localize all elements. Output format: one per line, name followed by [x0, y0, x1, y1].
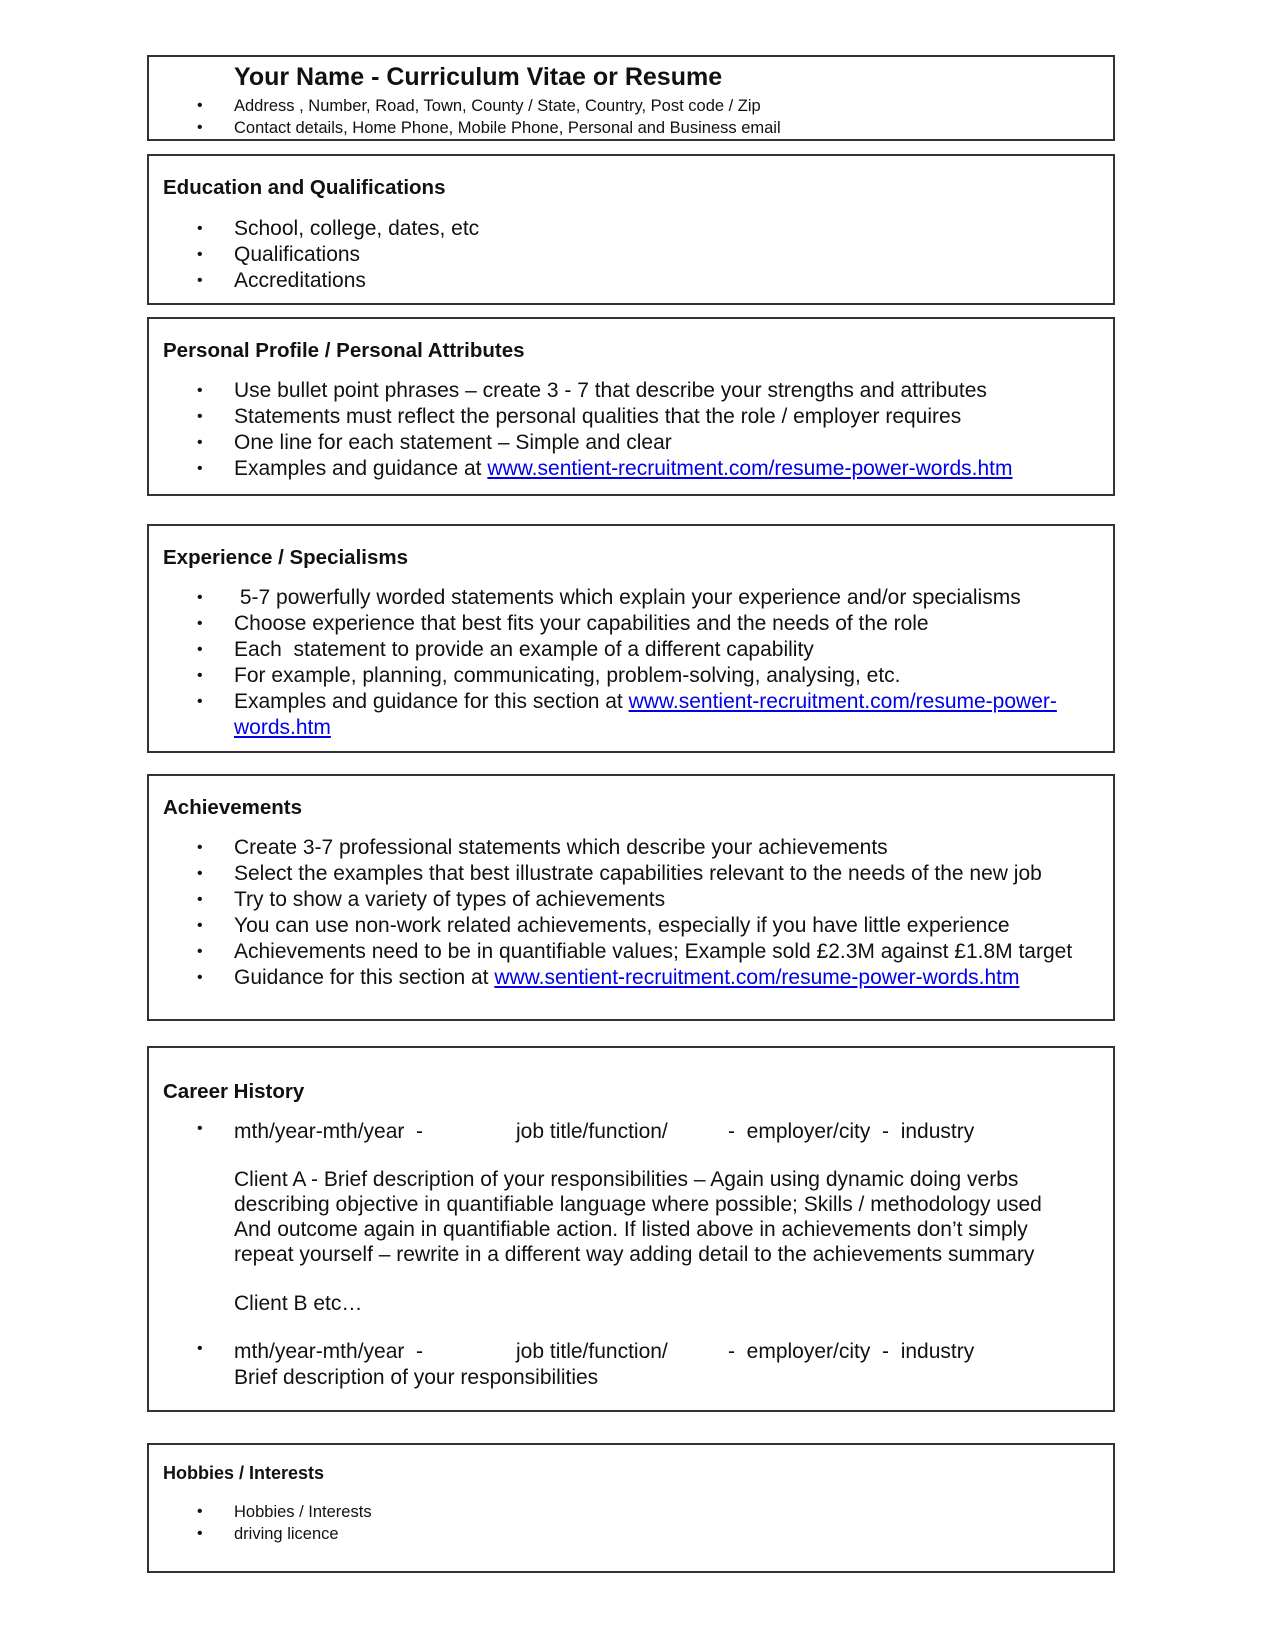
job-title: job title/function/ [516, 1120, 668, 1143]
hobbies-section [147, 1443, 1115, 1573]
career-section [147, 1046, 1115, 1412]
list-item: • Contact details, Home Phone, Mobile Phone, Personal and Business email [149, 117, 781, 139]
client-a-description [234, 1167, 1042, 1267]
list-item: • Statements must reflect the personal qualities that the role / employer requires [149, 404, 1013, 430]
power-words-link[interactable]: www.sentient-recruitment.com/resume-power-words.htm [487, 457, 1013, 480]
list-item: • Address , Number, Road, Town, County / State, Country, Post code / Zip [149, 95, 781, 117]
client-b-text: Client B etc… [234, 1292, 363, 1315]
education-section [147, 154, 1115, 305]
job-entry [149, 1340, 1113, 1366]
bullet: • [197, 1120, 203, 1137]
header-box [147, 55, 1115, 141]
list-item [149, 456, 1013, 482]
list-item: • Try to show a variety of types of achievements [149, 887, 1072, 913]
link-prefix: Examples and guidance for this section at [234, 690, 629, 713]
list-item [149, 965, 1072, 991]
list-item: • Hobbies / Interests [149, 1501, 372, 1523]
section-title: Hobbies / Interests [163, 1463, 325, 1483]
experience-section [147, 524, 1115, 753]
list-item [149, 689, 1057, 741]
list-item: • Select the examples that best illustrate capabilities relevant to the needs of the new job [149, 861, 1072, 887]
profile-section [147, 317, 1115, 496]
text-line: repeat yourself – rewrite in a different way adding detail to the achievements summary [234, 1243, 1035, 1266]
section-title: Education and Qualifications [163, 176, 446, 199]
list-item: • Each statement to provide an example of a different capability [149, 637, 1057, 663]
text-line: Client A - Brief description of your responsibilities – Again using dynamic doing verbs [234, 1168, 1019, 1191]
bullet: • [197, 1340, 203, 1357]
hobbies-list [149, 1501, 372, 1545]
list-item: • Accreditations [149, 268, 479, 294]
list-item: • 5-7 powerfully worded statements which explain your experience and/or specialisms [149, 585, 1057, 611]
header-contact-list [149, 95, 781, 139]
job-entry [149, 1120, 1113, 1146]
job-dates: mth/year-mth/year - [234, 1340, 424, 1363]
link-prefix: Guidance for this section at [234, 966, 495, 989]
job-title: job title/function/ [516, 1340, 668, 1363]
section-title: Achievements [163, 796, 303, 819]
list-item: • You can use non-work related achievements, especially if you have little experience [149, 913, 1072, 939]
power-words-link[interactable]: www.sentient-recruitment.com/resume-power-words.htm [494, 966, 1020, 989]
list-item: • Choose experience that best fits your capabilities and the needs of the role [149, 611, 1057, 637]
power-words-link-continued[interactable]: words.htm [234, 716, 331, 739]
list-item: • One line for each statement – Simple and clear [149, 430, 1013, 456]
list-item: • Achievements need to be in quantifiable values; Example sold £2.3M against £1.8M target [149, 939, 1072, 965]
list-item: • For example, planning, communicating, problem-solving, analysing, etc. [149, 663, 1057, 689]
link-prefix: Examples and guidance at [234, 457, 488, 480]
job-employer: - employer/city - industry [728, 1120, 975, 1143]
list-item: • School, college, dates, etc [149, 216, 479, 242]
job-description: Brief description of your responsibilities [234, 1366, 599, 1389]
list-item: • Create 3-7 professional statements which describe your achievements [149, 835, 1072, 861]
profile-list [149, 378, 1013, 482]
list-item: • driving licence [149, 1523, 372, 1545]
section-title: Career History [163, 1080, 305, 1103]
education-list [149, 216, 479, 294]
text-line: And outcome again in quantifiable action. If listed above in achievements don’t simply [234, 1218, 1028, 1241]
cv-title: Your Name - Curriculum Vitae or Resume [234, 63, 723, 91]
achievements-list [149, 835, 1072, 991]
job-employer: - employer/city - industry [728, 1340, 975, 1363]
job-dates: mth/year-mth/year - [234, 1120, 424, 1143]
text-line: describing objective in quantifiable language where possible; Skills / methodology used [234, 1193, 1042, 1216]
list-item: • Use bullet point phrases – create 3 - 7 that describe your strengths and attributes [149, 378, 1013, 404]
power-words-link[interactable]: www.sentient-recruitment.com/resume-power- [628, 690, 1057, 713]
section-title: Personal Profile / Personal Attributes [163, 339, 525, 362]
achievements-section [147, 774, 1115, 1021]
list-item: • Qualifications [149, 242, 479, 268]
experience-list [149, 585, 1057, 741]
section-title: Experience / Specialisms [163, 546, 408, 569]
